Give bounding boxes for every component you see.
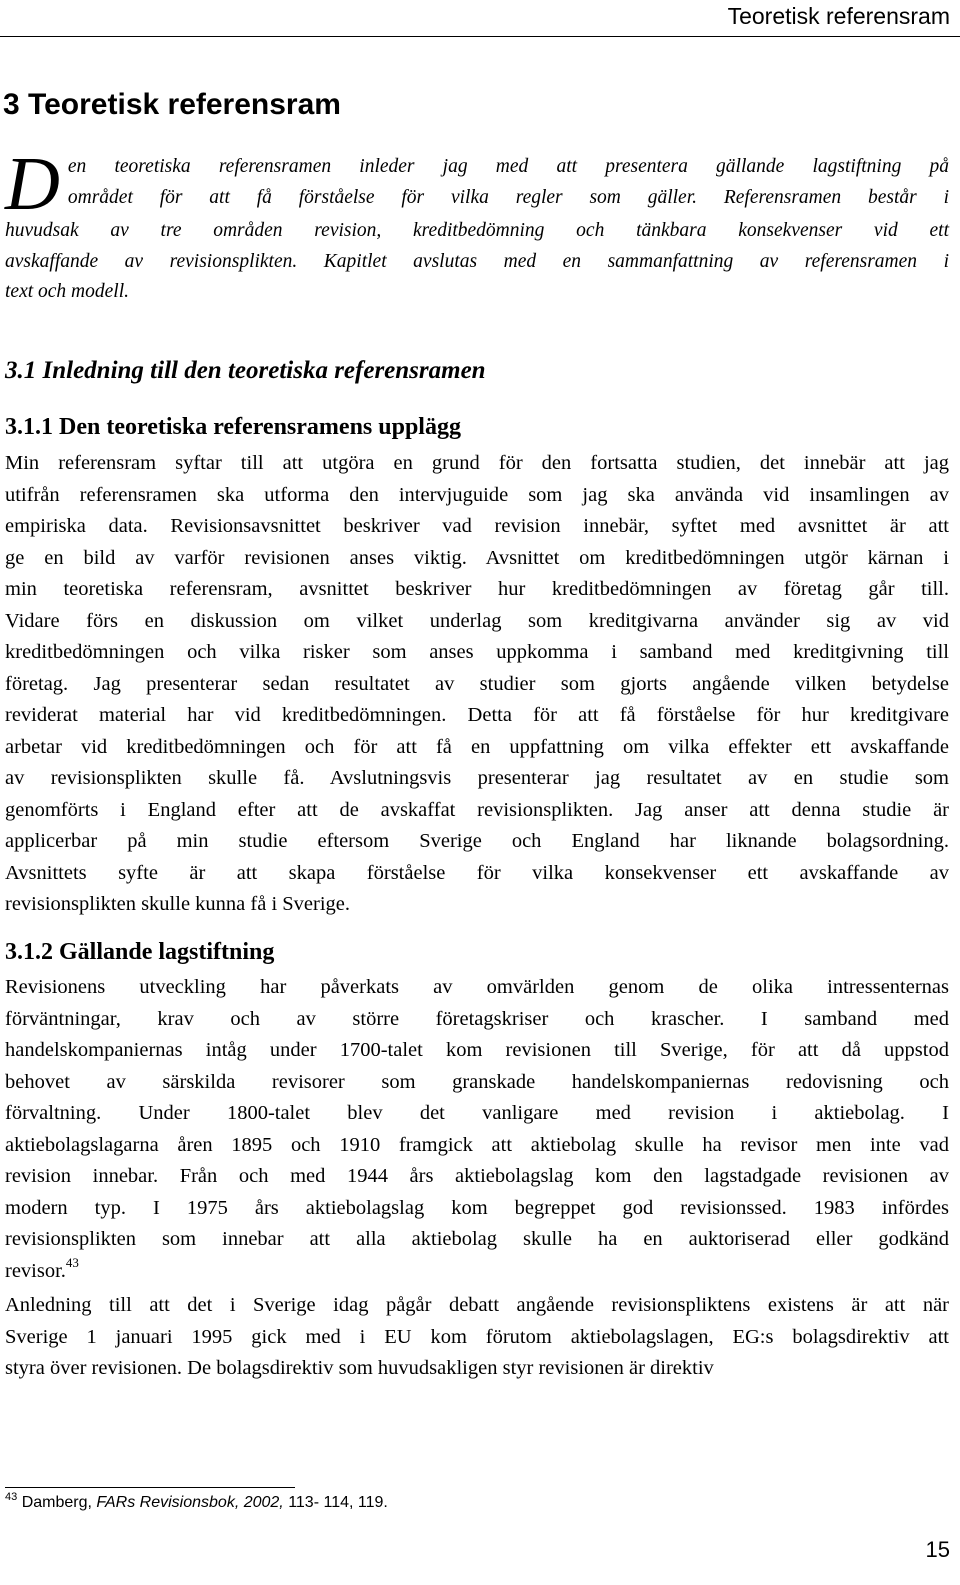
page-number: 15 — [925, 1537, 950, 1562]
footnote — [5, 1491, 388, 1512]
text-line: Vidare förs en diskussion om vilket underlag som kreditgivarna använder sig av vid — [5, 609, 949, 632]
text-line: arbetar vid kreditbedömningen och för att få en uppfattning om vilka effekter ett avskaffande — [5, 735, 949, 758]
text-line: styra över revisionen. De bolagsdirektiv som huvudsakligen styr revisionen är direktiv — [5, 1357, 714, 1379]
text-line: min teoretiska referensram, avsnittet beskriver hur kreditbedömningen av företag går till. — [5, 578, 949, 600]
section-3-1-2-paragraph-2 — [5, 1290, 949, 1385]
chapter-intro — [5, 142, 949, 308]
text-line: revision innebar. Från och med 1944 års aktiebolagslag kom den lagstadgade revisionen av — [5, 1165, 949, 1187]
section-heading-3-1-2: 3.1.2 Gällande lagstiftning — [5, 939, 275, 965]
running-header: Teoretisk referensram — [727, 3, 950, 29]
footnote-number: 43 — [5, 1491, 18, 1503]
text-line: empiriska data. Revisionsavsnittet beskriver vad revision innebär, syftet med avsnittet är att — [5, 515, 949, 537]
text-line: företag. Jag presenterar sedan resultatet av studier som gjorts angående vilken betydelse — [5, 672, 949, 695]
intro-line: området för att få förståelse för vilka regler som gäller. Referensramen består i — [67, 186, 949, 208]
text-line — [5, 1256, 949, 1288]
text-line: utifrån referensramen ska utforma den intervjuguide som jag ska använda vid insamlingen av — [5, 483, 949, 506]
intro-line: text och modell. — [5, 281, 129, 302]
text-line: handelskompaniernas intåg under 1700-talet kom revisionen till Sverige, för att då uppstod — [5, 1039, 949, 1061]
text-line: Revisionens utveckling har påverkats av omvärlden genom de olika intressenternas — [5, 976, 949, 998]
intro-line: en teoretiska referensramen inleder jag med att presentera gällande lagstiftning på — [67, 156, 949, 177]
text-line: revisionsplikten skulle kunna få i Sverige. — [5, 893, 351, 915]
text-line: modern typ. I 1975 års aktiebolagslag kom begreppet god revisionssed. 1983 infördes — [5, 1196, 949, 1219]
footnote-author: Damberg, — [21, 1494, 97, 1511]
text-line: av revisionsplikten skulle få. Avslutningsvis presenterar jag resultatet av en studie som — [5, 767, 949, 789]
text-line: ge en bild av varför revisionen anses viktig. Avsnittet om kreditbedömningen utgör kärnan i — [5, 546, 949, 569]
text-line: genomförts i England efter att de avskaffat revisionsplikten. Jag anser att denna studie är — [5, 798, 949, 821]
header-divider — [0, 36, 960, 37]
text-line: Avsnittets syfte är att skapa förståelse för vilka konsekvenser ett avskaffande av — [5, 861, 949, 884]
text-line: revisionsplikten som innebar att alla aktiebolag skulle ha en auktoriserad eller godkänd — [5, 1228, 949, 1250]
text-line: behovet av särskilda revisorer som granskade handelskompaniernas redovisning och — [5, 1070, 949, 1093]
text-line: förväntningar, krav och av större företagskriser och krascher. I samband med — [5, 1007, 949, 1030]
intro-paragraph — [5, 142, 949, 308]
section-heading-3-1-1: 3.1.1 Den teoretiska referensramens upplägg — [5, 414, 461, 440]
section-3-1-1-paragraph — [5, 448, 949, 921]
drop-cap: D — [5, 142, 60, 226]
footnote-reference[interactable]: 43 — [65, 1254, 79, 1270]
footnote-pages: 113- 114, 119. — [283, 1494, 388, 1511]
text-line: Sverige 1 januari 1995 gick med i EU kom förutom aktiebolagslagen, EG:s bolagsdirektiv att — [5, 1325, 949, 1348]
footnote-divider — [5, 1487, 295, 1488]
intro-line: avskaffande av revisionsplikten. Kapitlet avslutas med en sammanfattning av referensramen i — [5, 250, 949, 272]
section-heading-3-1: 3.1 Inledning till den teoretiska referensramen — [5, 357, 486, 384]
text-line: Anledning till att det i Sverige idag pågår debatt angående revisionspliktens existens är att när — [5, 1294, 949, 1316]
text-line: reviderat material har vid kreditbedömningen. Detta för att få förståelse för hur kreditgivare — [5, 704, 949, 726]
text-line: aktiebolagslagarna åren 1895 och 1910 framgick att aktiebolag skulle ha revisor men inte vad — [5, 1133, 949, 1156]
text-line-content: revisor. — [5, 1259, 66, 1282]
text-line: applicerbar på min studie eftersom Sverige och England har liknande bolagsordning. — [5, 830, 949, 852]
intro-line: huvudsak av tre områden revision, kreditbedömning och tänkbara konsekvenser vid ett — [5, 220, 949, 241]
text-line: Min referensram syftar till att utgöra en grund för den fortsatta studien, det innebär att jag — [5, 452, 949, 474]
footnote-title: FARs Revisionsbok, 2002, — [96, 1494, 284, 1511]
section-3-1-2-paragraph — [5, 972, 949, 1287]
chapter-title: 3 Teoretisk referensram — [3, 88, 341, 121]
text-line: kreditbedömningen och vilka risker som anses uppkomma i samband med kreditgivning till — [5, 641, 949, 663]
text-line: förvaltning. Under 1800-talet blev det vanligare med revision i aktiebolag. I — [5, 1102, 949, 1124]
